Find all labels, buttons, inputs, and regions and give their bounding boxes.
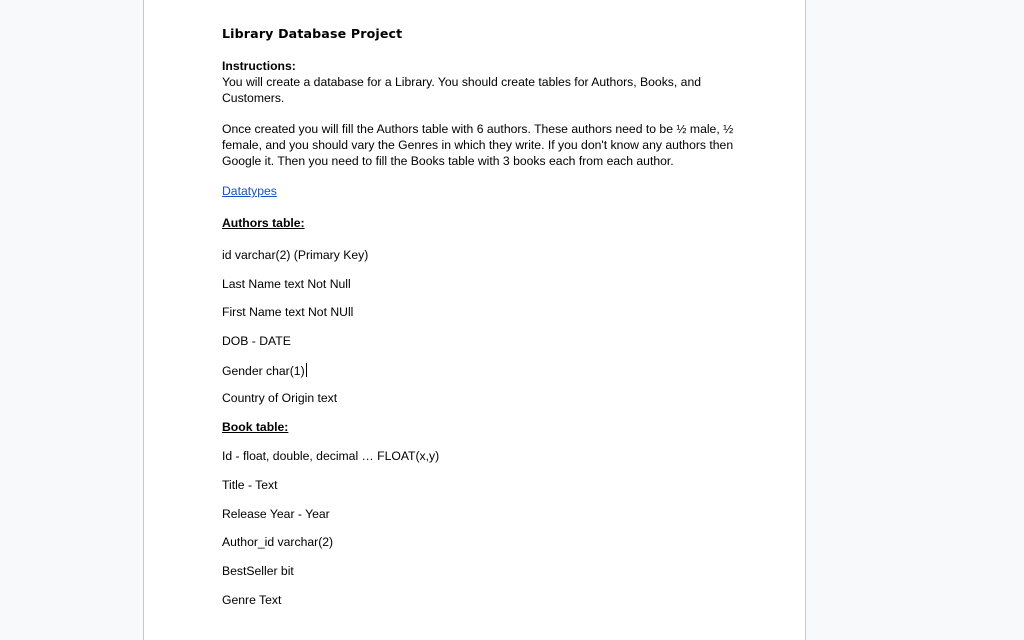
authors-field-gender-line [222, 363, 307, 380]
instructions-paragraph-2: Once created you will fill the Authors table with 6 authors. These authors need to be ½ male, ½ female, and you should vary the Genres in which they write. If you don't know any authors then Google it. Then you need to fill the Books table with 3 books each from each author. [222, 122, 734, 168]
book-field-author-id: Author_id varchar(2) [222, 535, 334, 549]
datatypes-link[interactable]: Datatypes [222, 184, 277, 198]
document-page[interactable] [143, 0, 806, 640]
instructions-paragraph-1: You will create a database for a Library. You should create tables for Authors, Books, and Customers. [222, 75, 701, 105]
book-field-genre: Genre Text [222, 593, 282, 607]
book-field-title: Title - Text [222, 478, 278, 492]
book-field-release-year: Release Year - Year [222, 507, 330, 521]
authors-field-last-name: Last Name text Not Null [222, 277, 351, 291]
authors-table-heading: Authors table: [222, 216, 305, 230]
authors-field-first-name: First Name text Not NUll [222, 305, 354, 319]
document-title: Library Database Project [222, 26, 403, 41]
book-field-id: Id - float, double, decimal … FLOAT(x,y) [222, 449, 440, 463]
book-field-bestseller: BestSeller bit [222, 564, 294, 578]
authors-field-id: id varchar(2) (Primary Key) [222, 248, 369, 262]
authors-field-gender: Gender char(1) [222, 364, 305, 378]
text-cursor [306, 363, 307, 377]
authors-field-country: Country of Origin text [222, 391, 338, 405]
instructions-heading: Instructions: [222, 59, 296, 73]
authors-field-dob: DOB - DATE [222, 334, 291, 348]
book-table-heading: Book table: [222, 420, 289, 434]
